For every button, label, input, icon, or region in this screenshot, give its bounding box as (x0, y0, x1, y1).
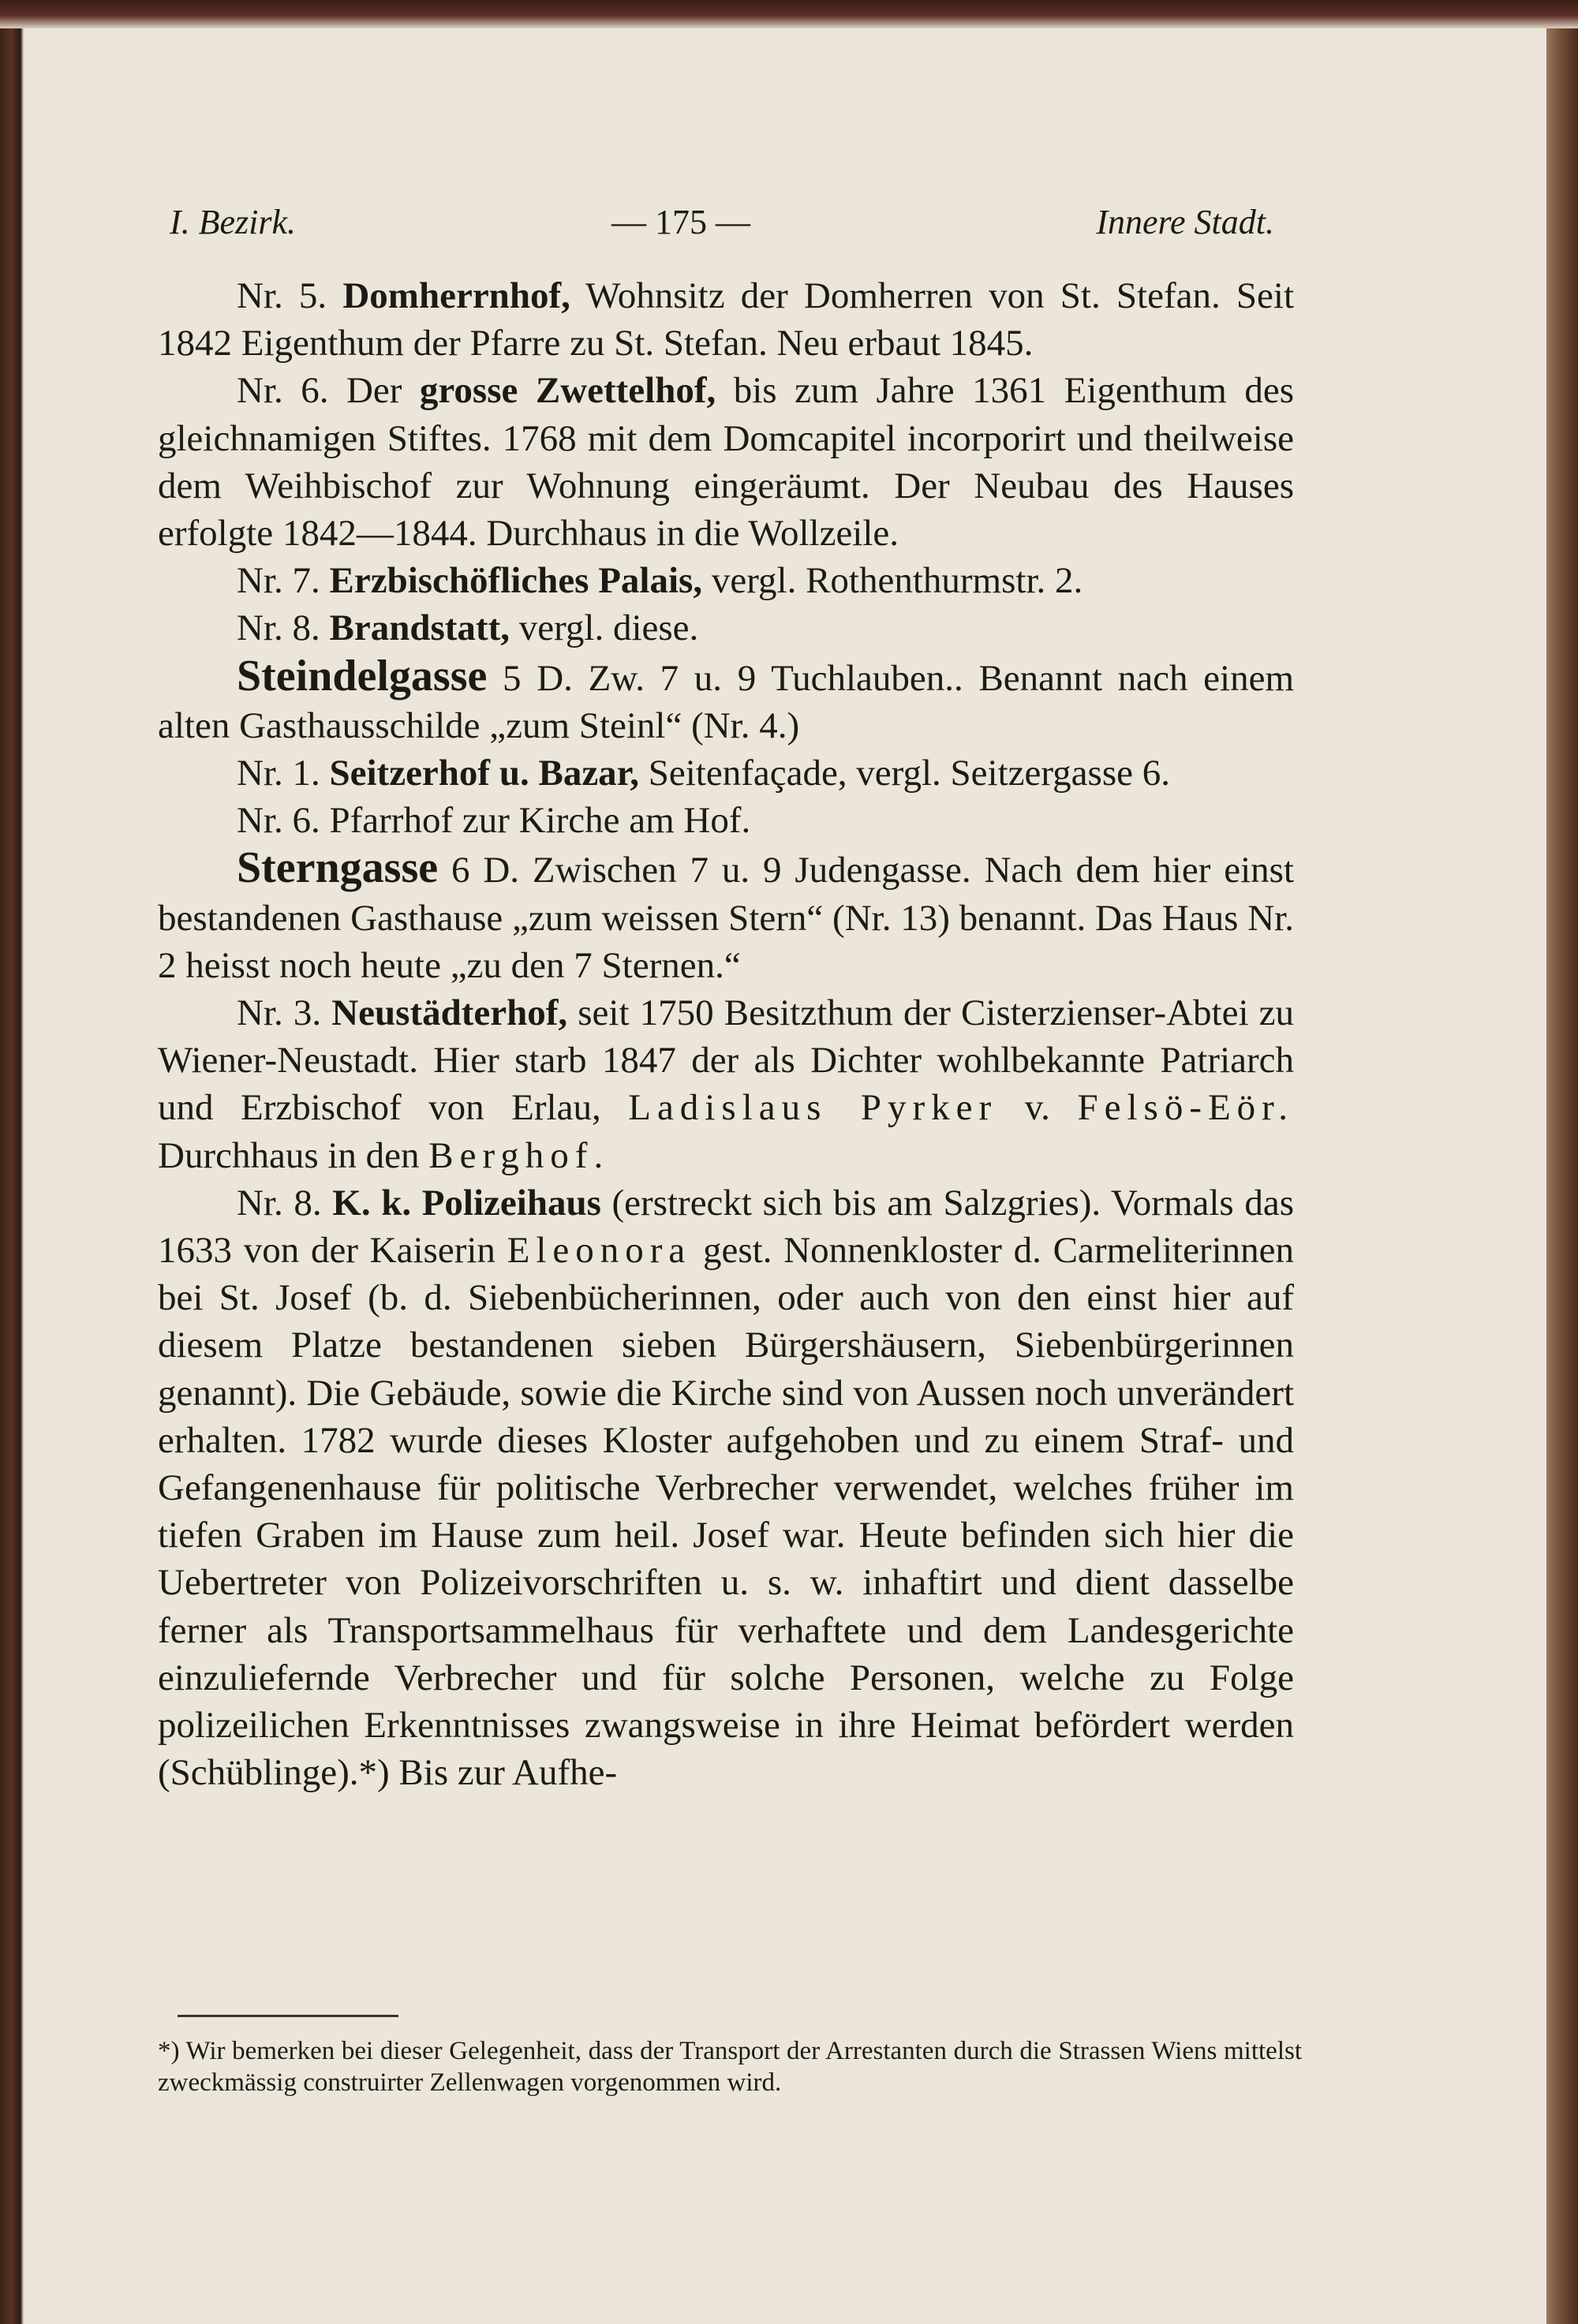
main-text (158, 272, 1294, 1797)
spaced-name: Eleonora (507, 1230, 692, 1272)
entry-number: Nr. 5. (237, 275, 343, 316)
steindel-nr6 (158, 797, 1294, 844)
entry-nr6 (158, 367, 1294, 557)
entry-text: vergl. diese. (509, 607, 699, 649)
street-sterngasse (158, 844, 1294, 989)
footnote-rule (178, 2015, 398, 2017)
entry-text: vergl. Rothenthurmstr. 2. (702, 560, 1083, 602)
entry-text: v. (997, 1087, 1078, 1129)
street-text: 6 D. Zwischen 7 u. 9 Judengasse. Nach dem hier einst bestandenen Gasthause „zum weissen Stern“ (Nr. 13) benannt. Das Haus Nr. 2 heisst noch heute „zu den 7 Sternen.“ (158, 850, 1294, 986)
running-header (170, 202, 1274, 257)
entry-title: Erzbischöfliches Palais, (329, 560, 703, 602)
entry-text: seit 1750 Besitzthum der Cisterzienser-Abtei zu Wiener-Neustadt. Hier starb 1847 der als Dichter wohlbekannte Patriarch und Erzbischof von Erlau, (158, 992, 1295, 1129)
entry-title: Brandstatt, (329, 607, 510, 649)
entry-text: gest. Nonnenkloster d. Carmeliterinnen bei St. Josef (b. d. Siebenbücherinnen, oder auch von den einst hier auf diesem Platze bestandenen sieben Bürgershäusern, Siebenbürgerinnen genannt). Die Gebäude, sowie die Kirche sind von Aussen noch unverändert erhalten. 1782 wurde dieses Kloster aufgehoben und zu einem Straf- und Gefangenenhause für politische Verbrecher verwendet, welches früher im tiefen Graben im Hause zum heil. Josef war. Heute befinden sich hier die Uebertreter von Polizeivorschriften u. s. w. inhaftirt und dient dasselbe ferner als Transportsammelhaus für verhaftete und dem Landesgerichte einzuliefernde Verbrecher und für solche Personen, welche zu Folge polizeilichen Erkenntnisses zwangsweise in ihre Heimat befördert werden (Schüblinge).*) Bis zur Aufhe- (158, 1230, 1294, 1794)
street-steindelgasse (158, 652, 1294, 749)
stern-nr8 (158, 1179, 1294, 1797)
street-heading: Sterngasse (237, 843, 439, 893)
footnote: *) Wir bemerken bei dieser Gelegenheit, dass der Transport der Arrestanten durch die Strassen Wiens mittelst zweckmässig construirter Zellenwagen vorgenommen wird. (158, 2037, 1302, 2097)
entry-title: Neustädterhof, (331, 992, 568, 1034)
page-number: — 175 — (611, 203, 750, 241)
entry-text: Durchhaus in den (158, 1134, 429, 1176)
entry-number: Nr. 8. (237, 607, 330, 649)
entry-text: Wohnsitz der Domherren von St. Stefan. Seit 1842 Eigenthum der Pfarre zu St. Stefan. Neu erbaut 1845. (158, 275, 1295, 364)
entry-text: bis zum Jahre 1361 Eigenthum des gleichnamigen Stiftes. 1768 mit dem Domcapitel incorporirt und theilweise dem Weihbischof zur Wohnung eingeräumt. Der Neubau des Hauses erfolgte 1842—1844. Durchhaus in die Wollzeile. (158, 370, 1294, 555)
entry-number: Nr. 3. (237, 992, 332, 1034)
entry-number: Nr. 6. Der (237, 370, 420, 412)
entry-text: Nr. 6. Pfarrhof zur Kirche am Hof. (237, 800, 751, 842)
spaced-name: Berghof. (428, 1134, 610, 1176)
steindel-nr1 (158, 749, 1294, 797)
book-top-edge (0, 0, 1578, 28)
entry-nr7 (158, 557, 1294, 604)
entry-title: Seitzerhof u. Bazar, (329, 753, 639, 794)
stern-nr3 (158, 989, 1294, 1179)
entry-title: grosse Zwettelhof, (419, 370, 716, 412)
street-text: 5 D. Zw. 7 u. 9 Tuchlauben.. Benannt nach einem alten Gasthausschilde „zum Steinl“ (Nr. 4.) (158, 657, 1294, 746)
entry-text: (erstreckt sich bis am Salzgries). Vormals das 1633 von der Kaiserin (158, 1182, 1295, 1272)
entry-title: K. k. Polizeihaus (332, 1182, 601, 1224)
entry-title: Domherrnhof, (342, 275, 570, 316)
header-district: I. Bezirk. (170, 203, 297, 241)
entry-nr8 (158, 604, 1294, 652)
entry-number: Nr. 7. (237, 560, 330, 602)
header-section: Innere Stadt. (1096, 203, 1274, 241)
entry-number: Nr. 1. (237, 753, 330, 794)
spaced-name: Felsö-Eör. (1077, 1087, 1294, 1129)
entry-text: Seitenfaçade, vergl. Seitzergasse 6. (638, 753, 1170, 794)
entry-nr5 (158, 272, 1294, 367)
entry-number: Nr. 8. (237, 1182, 333, 1224)
street-heading: Steindelgasse (237, 651, 488, 701)
spaced-name: Ladislaus Pyrker (628, 1087, 998, 1129)
